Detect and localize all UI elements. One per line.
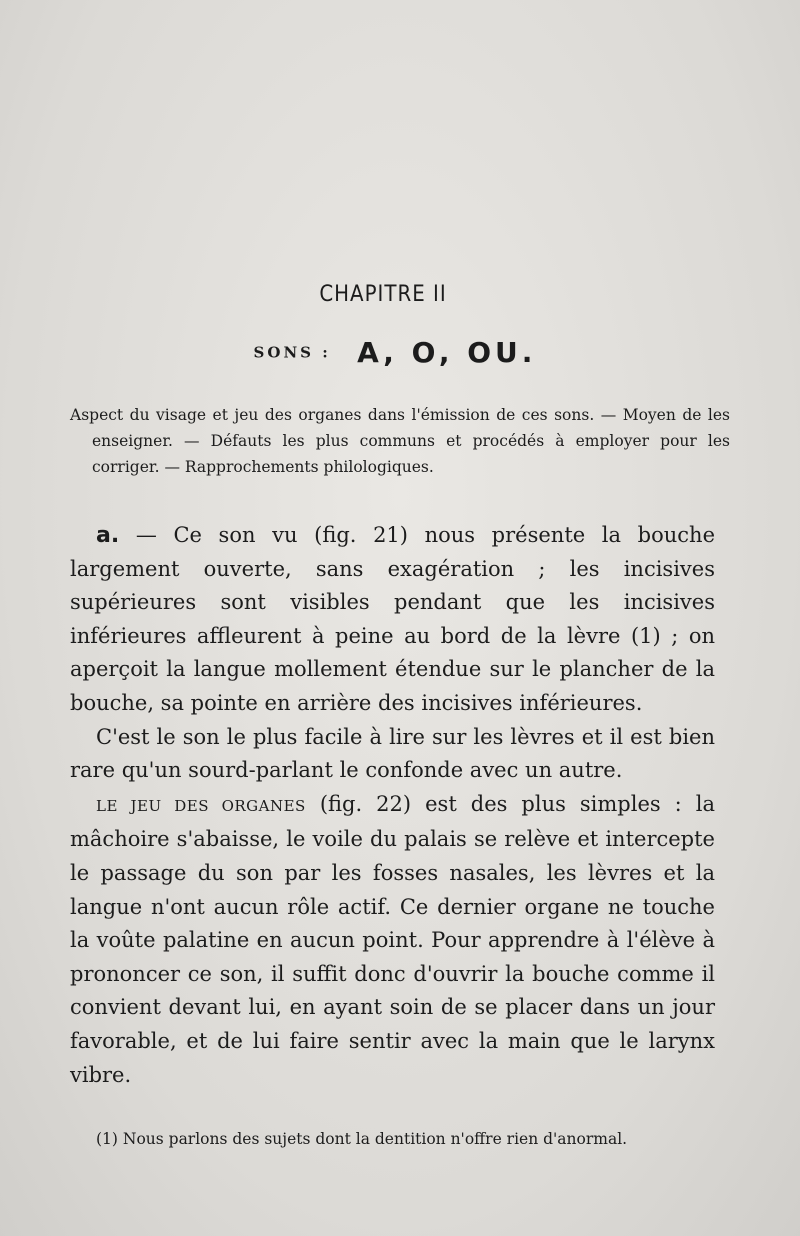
paragraph-1 bbox=[70, 519, 715, 721]
sounds-heading-letters: A, O, OU. bbox=[357, 336, 537, 369]
chapter-heading: CHAPITRE II bbox=[319, 282, 447, 307]
paragraph-3-smallcaps: LE JEU DES ORGANES bbox=[96, 796, 306, 815]
chapter-body bbox=[70, 519, 715, 1092]
paragraph-1-lead-letter: a. bbox=[96, 523, 120, 548]
paragraph-3-text: (fig. 22) est des plus simples : la mâchoire s'abaisse, le voile du palais se relève et intercepte le passage du son par les fosses nasales, les lèvres et la langue n'ont aucun rôle actif. Ce dernier organe ne touche la voûte palatine en aucun point. Pour apprendre à l'élève à prononcer ce son, il suffit donc d'ouvrir la bouche comme il convient devant lui, en ayant soin de se placer dans un jour favorable, et de lui faire sentir avec la main que le larynx vibre. bbox=[70, 791, 716, 1087]
paragraph-1-text: — Ce son vu (fig. 21) nous présente la bouche largement ouverte, sans exagération ; les incisives supérieures sont visibles pendant que les incisives inférieures affleurent à peine au bord de la lèvre (1) ; on aperçoit la langue mollement étendue sur le plancher de la bouche, sa pointe en arrière des incisives inférieures. bbox=[70, 523, 715, 715]
sounds-heading bbox=[0, 336, 790, 369]
footnote: (1) Nous parlons des sujets dont la dentition n'offre rien d'anormal. bbox=[96, 1130, 628, 1148]
paragraph-2: C'est le son le plus facile à lire sur les lèvres et il est bien rare qu'un sourd-parlant le confonde avec un autre. bbox=[70, 724, 715, 783]
sounds-heading-prefix: SONS : bbox=[253, 343, 331, 362]
paragraph-3 bbox=[70, 788, 715, 1092]
chapter-summary: Aspect du visage et jeu des organes dans l'émission de ces sons. — Moyen de les enseigner. — Défauts les plus communs et procédés à employer pour les corriger. — Rapprochements philologiques. bbox=[70, 406, 730, 476]
